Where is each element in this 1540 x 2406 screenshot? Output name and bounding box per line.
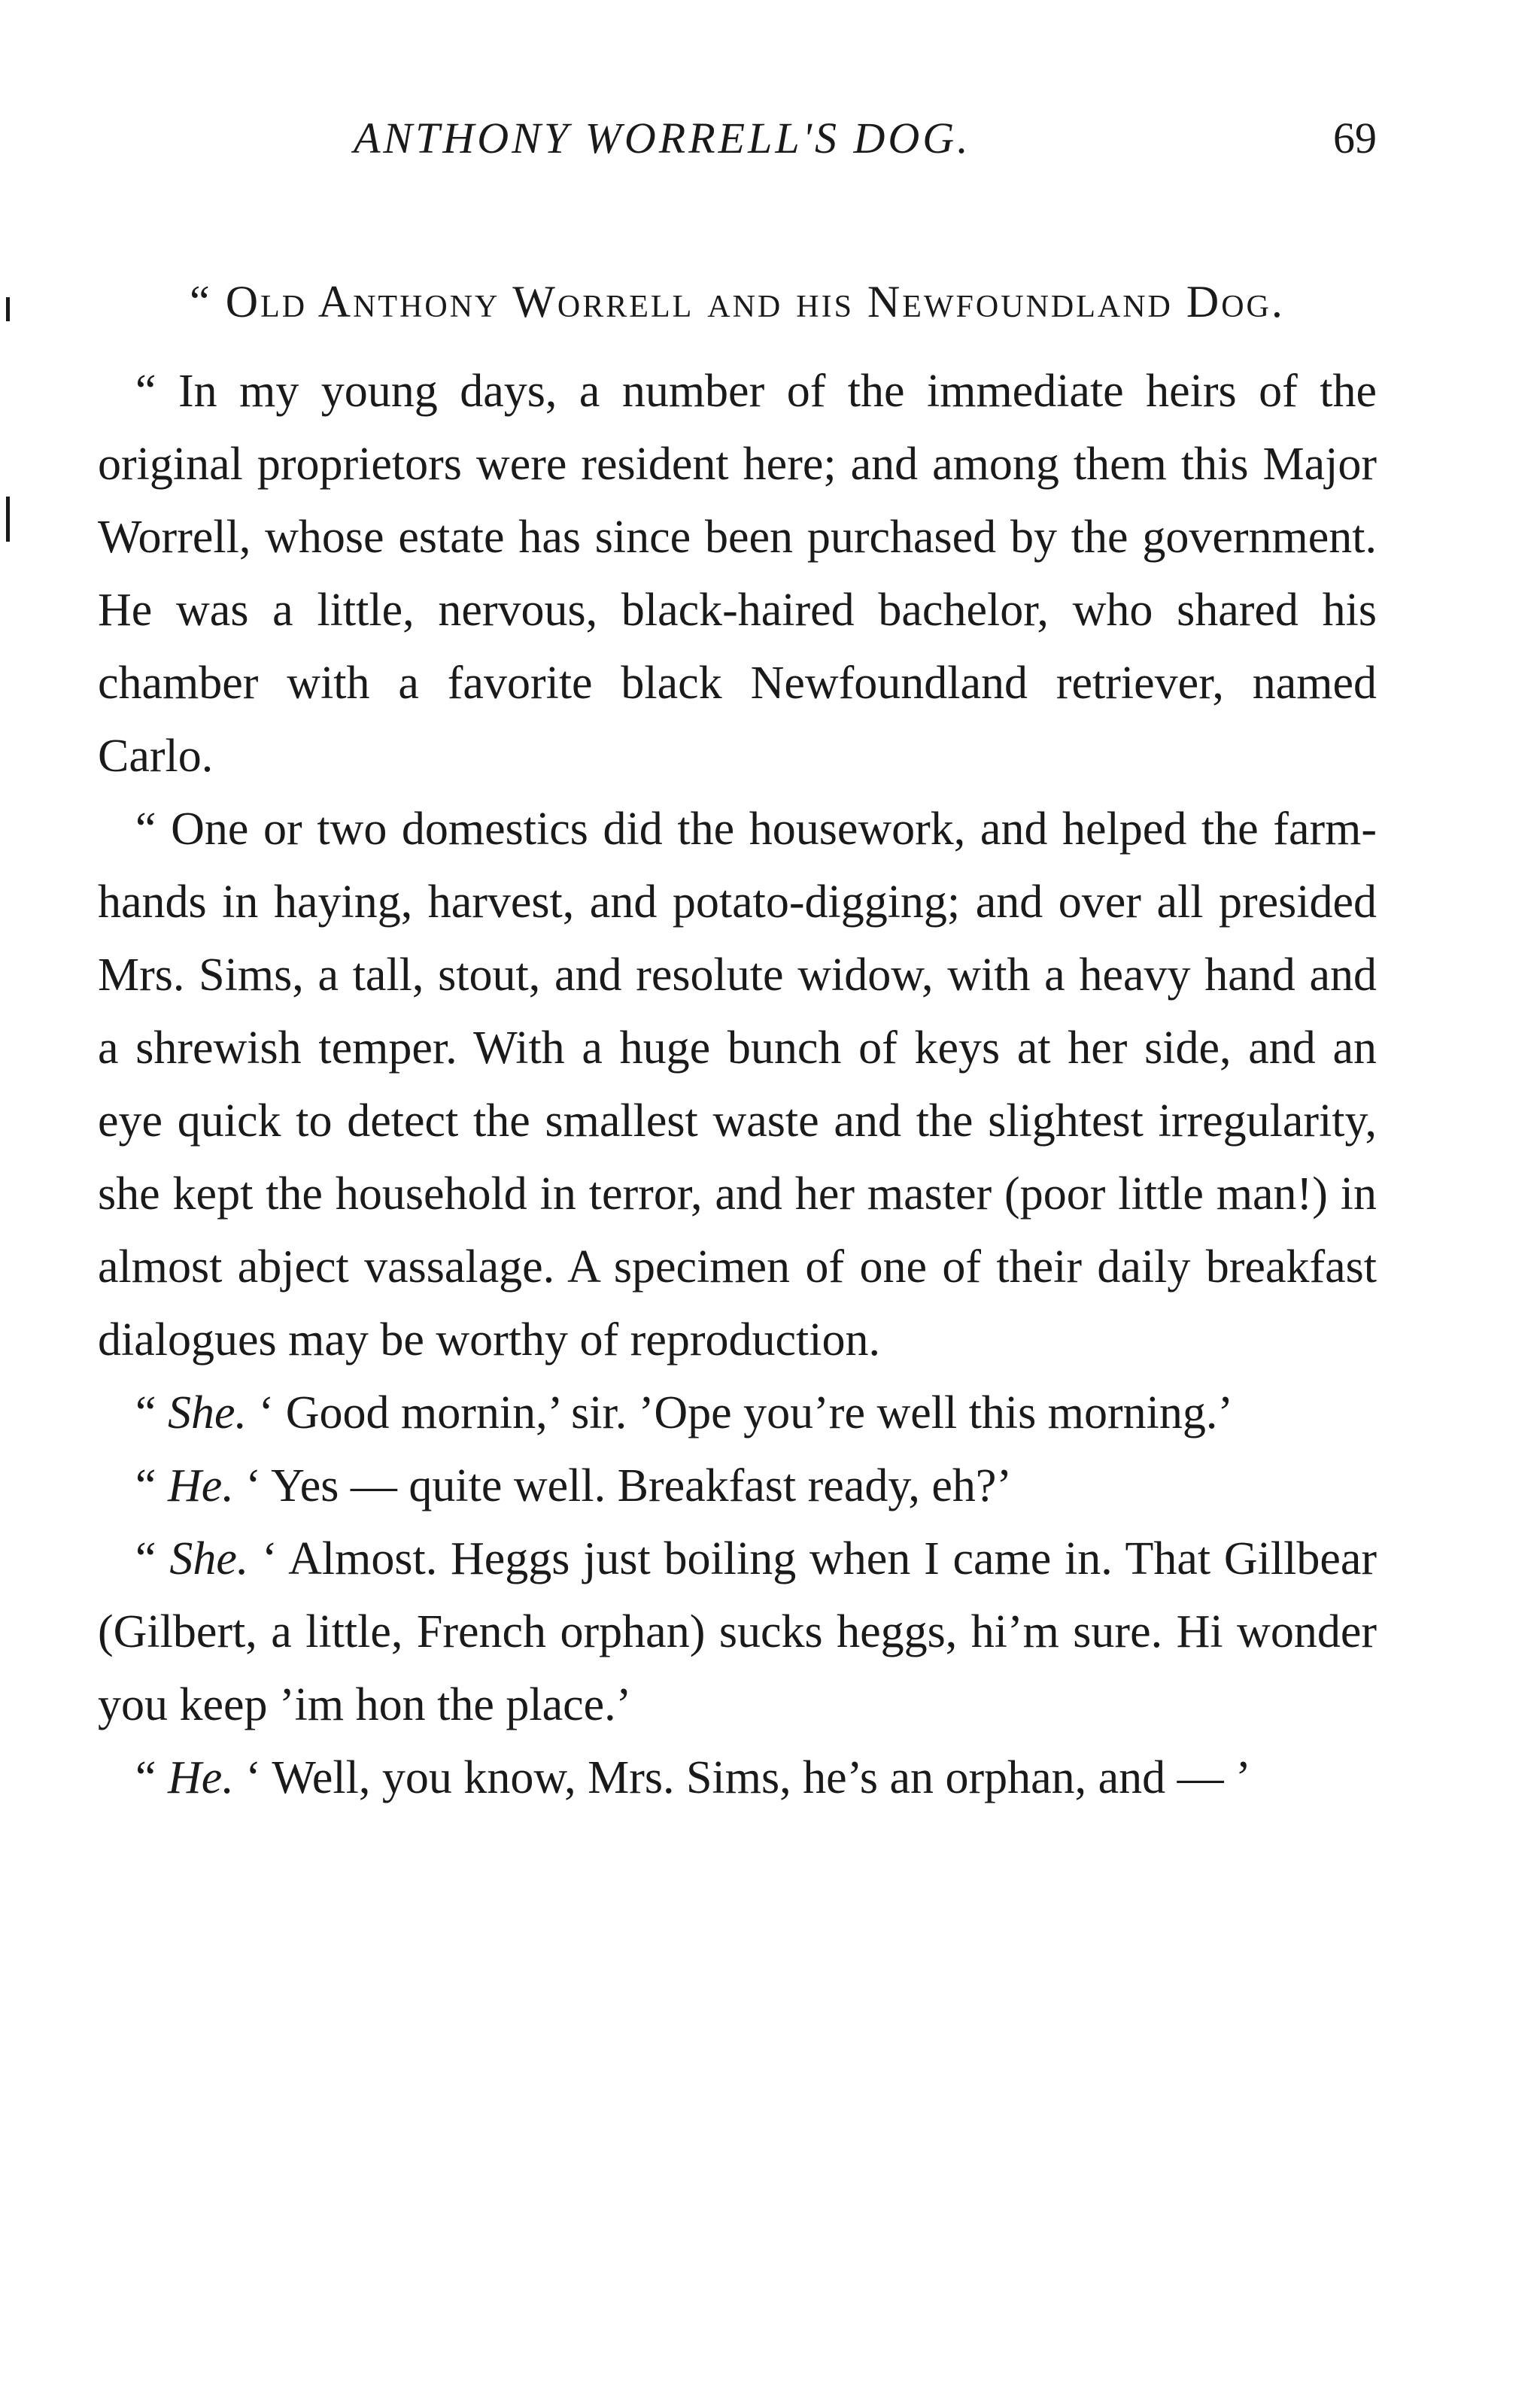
speaker-label: He. (168, 1752, 234, 1803)
open-quote: “ (135, 1387, 169, 1438)
section-heading: “ Old Anthony Worrell and his Newfoundland Dog. (190, 277, 1285, 327)
dialogue-text: ‘ Well, you know, Mrs. Sims, he’s an orphan, and — ’ (233, 1752, 1251, 1803)
dialogue-text: ‘ Good mornin,’ sir. ’Ope you’re well this morning.’ (247, 1387, 1234, 1438)
dialogue-line (98, 1523, 1377, 1742)
page-number: 69 (1333, 114, 1377, 163)
speaker-label: She. (168, 1387, 248, 1438)
paragraph: “ One or two domestics did the housework, and helped the farm-hands in haying, harvest, and potato-digging; and over all presided Mrs. Sims, a tall, stout, and resolute widow, with a heavy hand and a shrewish temper. With a huge bunch of keys at her side, and an eye quick to detect the smallest waste and the slightest irregularity, she kept the household in terror, and her master (poor little man!) in almost abject vassalage. A specimen of one of their daily breakfast dialogues may be worthy of reproduction. (98, 804, 1377, 1366)
speaker-label: He. (168, 1460, 234, 1511)
speaker-label: She. (169, 1533, 249, 1584)
open-quote: “ (135, 1752, 169, 1803)
dialogue-text: ‘ Almost. Heggs just boiling when I came in. That Gillbear (Gilbert, a little, French orphan) sucks heggs, hi’m sure. Hi wonder you keep ’im hon the place.’ (98, 1533, 1377, 1730)
dialogue-text: ‘ Yes — quite well. Breakfast ready, eh?’ (233, 1460, 1012, 1511)
open-quote: “ (135, 1533, 170, 1584)
running-title: ANTHONY WORRELL'S DOG. (354, 114, 971, 163)
paragraph: “ In my young days, a number of the immediate heirs of the original proprietors were resident here; and among them this Major Worrell, whose estate has since been purchased by the government. He was a little, nervous, black-haired bachelor, who shared his chamber with a favorite black Newfoundland retriever, named Carlo. (98, 366, 1377, 782)
open-quote: “ (135, 1460, 169, 1511)
dialogue-line (98, 1377, 1377, 1450)
margin-mark (6, 297, 10, 321)
running-head (98, 113, 1377, 181)
dialogue-line (98, 1742, 1377, 1815)
margin-mark (6, 497, 10, 542)
dialogue-line (98, 1450, 1377, 1523)
text-block (98, 267, 1377, 1815)
